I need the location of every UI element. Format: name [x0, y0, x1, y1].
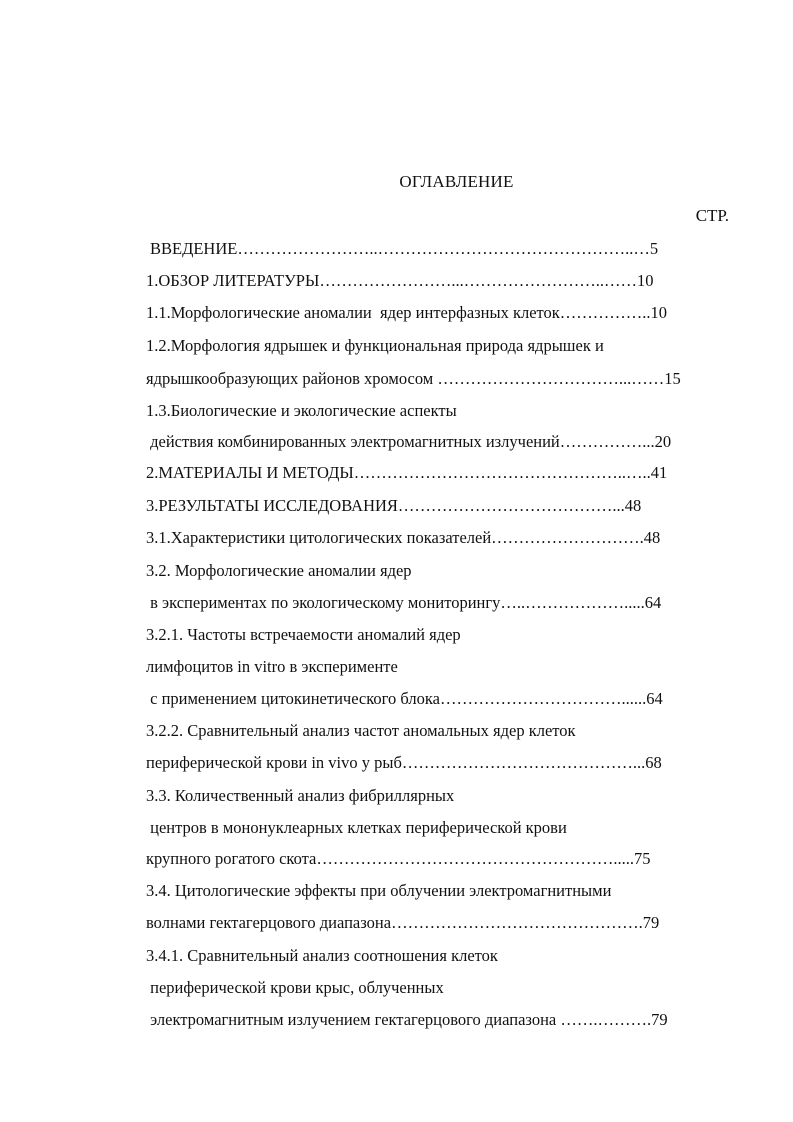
toc-entry: с применением цитокинетического блока……………………………......64 — [146, 689, 663, 708]
toc-entry: 2.МАТЕРИАЛЫ И МЕТОДЫ…………………………………………..…..41 — [146, 463, 668, 482]
toc-entry: 1.1.Морфологические аномалии ядер интерфазных клеток……………..10 — [146, 303, 668, 322]
toc-entry: крупного рогатого скота……………………………………………….....75 — [146, 849, 651, 868]
toc-entry: 3.РЕЗУЛЬТАТЫ ИССЛЕДОВАНИЯ…………………………………...48 — [146, 496, 642, 515]
toc-entry: 3.2.2. Сравнительный анализ частот аномальных ядер клеток — [146, 721, 576, 740]
toc-entry: волнами гектагерцового диапазона……………………………………….79 — [146, 913, 660, 932]
toc-entry: периферической крови in vivo у рыб……………………………………...68 — [146, 753, 662, 772]
toc-entry: действия комбинированных электромагнитных излучений……………...20 — [146, 432, 672, 451]
toc-entry: 1.3.Биологические и экологические аспекты — [146, 401, 457, 420]
toc-entry: 3.2. Морфологические аномалии ядер — [146, 561, 412, 580]
toc-entry: центров в мононуклеарных клетках периферической крови — [146, 818, 567, 837]
toc-entry: ВВЕДЕНИЕ……………………..………………………………………..…5 — [150, 239, 659, 258]
page-column-header: СТР. — [695, 206, 729, 225]
toc-entry: 3.3. Количественный анализ фибриллярных — [146, 786, 455, 805]
toc-entry: ядрышкообразующих районов хромосом ……………………………...……15 — [146, 369, 681, 388]
toc-entry: электромагнитным излучением гектагерцового диапазона …….……….79 — [146, 1010, 668, 1029]
toc-entry: 3.2.1. Частоты встречаемости аномалий ядер — [146, 625, 461, 644]
toc-title: ОГЛАВЛЕНИЕ — [399, 172, 514, 191]
toc-entry: периферической крови крыс, облученных — [146, 978, 444, 997]
toc-entry: 3.4.1. Сравнительный анализ соотношения клеток — [146, 946, 498, 965]
toc-entry: 3.1.Характеристики цитологических показателей……………………….48 — [146, 528, 661, 547]
toc-entry: лимфоцитов in vitro в эксперименте — [146, 657, 398, 676]
toc-entry: в экспериментах по экологическому мониторингу…..……………….....64 — [146, 593, 662, 612]
toc-entry: 1.ОБЗОР ЛИТЕРАТУРЫ……………………...……………………..……10 — [146, 271, 654, 290]
toc-entry: 1.2.Морфология ядрышек и функциональная природа ядрышек и — [146, 336, 604, 355]
toc-entry: 3.4. Цитологические эффекты при облучении электромагнитными — [146, 881, 612, 900]
